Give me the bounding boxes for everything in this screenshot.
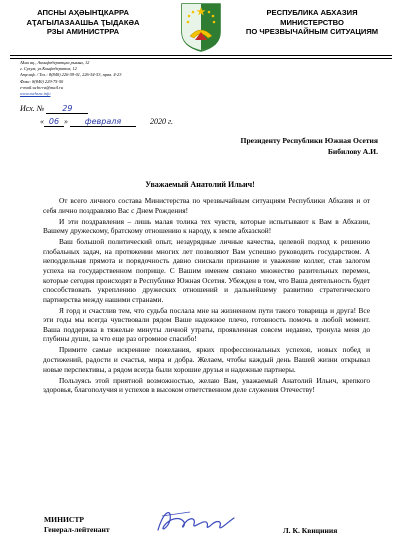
body-paragraph: И эти поздравления – лишь малая толика тех чувств, которые испытывают к Вам в Абхазии, Вашему дружескому, братскому отношению к народу, к земле абхазской! [43,216,370,236]
header-left-ministry-name-abkhaz [8,8,158,37]
header-right-ministry-name-russian [232,8,392,37]
body-paragraph: Примите самые искренние пожелания, ярких профессиональных успехов, новых побед и достижений, радости и счастья, мира и добра. Желаем, чтобы каждый день Вашей жизни открывал новые перспективы, а рядом всегда были хорошие друзья и надежные партнеры. [43,345,370,374]
outgoing-number-value: 29 [46,104,88,114]
contact-email: e-mail:uchs-ra@mail.ru [20,84,63,90]
contact-line: Факс: 8(840) 229-75-50 [20,78,64,84]
greeting: Уважаемый Анатолий Ильич! [145,180,255,189]
addressee-title: Президенту Республики Южная Осетия [240,136,378,145]
contact-website-link[interactable]: www.mchsra.info [20,91,51,97]
header-divider [10,55,392,56]
header-left-line: АҬАГЫЛАЗААШЬА ҬЫДАКӘА [26,17,140,27]
handwritten-signature [150,506,240,536]
body-paragraph: Пользуясь этой приятной возможностью, желаю Вам, уважаемый Анатолий Ильич, крепкого здоровья, благополучия и успехов в высоком ответственном деле служения Отечеству! [43,375,370,395]
contact-block [20,60,220,97]
contact-line: Аҭелеф. / Тел.: 8(840) 226-59-01, 226-54-53, прав. 4-23 [20,72,122,78]
coat-of-arms-icon [180,2,222,52]
signatory-title [44,515,110,535]
date-year: 2020 г. [150,117,174,126]
contact-line: г. Сухум, ул.Конфедератов, 12 [20,66,77,72]
date-month: февраля [70,117,136,127]
header-divider-secondary [10,58,392,59]
letter-date: « 06 » февраля 2020 г. [40,117,174,126]
outgoing-number-label: Исх. № [20,104,45,113]
header-right-line: РЕСПУБЛИКА АБХАЗИЯ [266,8,358,17]
date-day: 06 [44,117,64,127]
signatory-name: Л. К. Квициния [283,526,338,535]
addressee-name: Бибилову А.И. [327,147,378,156]
body-paragraph: Ваш большой политический опыт, незаурядные личные качества, целевой подход к решению глобальных задач, на протяжении многих лет позволяют Вам успешно руководить государством. А неподдельная прямота и порядочность давно снискали признание и уважение коллег, став залогом успеха на государственном поприще. С Вашим именем связано множество разительных перемен, которые сегодня происходят в Республике Южная Осетия. Убежден в том, что Ваша деятельность будет способствовать укреплению дружеских отношений и дальнейшему развитию стратегического партнерства между нашими странами. [43,237,370,304]
signatory-position: МИНИСТР [44,515,85,524]
letter-body [43,196,370,396]
header-right-line: МИНИСТЕРСТВО [280,17,344,27]
body-paragraph: От всего личного состава Министерства по чрезвычайным ситуациям Республики Абхазия и от себя лично поздравляю Вас с Днем Рождения! [43,196,370,215]
header-right-line: ПО ЧРЕЗВЫЧАЙНЫМ СИТУАЦИЯМ [245,27,379,37]
header-left-line: АПСНЫ АҲӘЫНҴКАРРА [37,8,129,17]
contact-line: Аҟәа ақ., Аконфедератцәа рымҩа, 12 [20,60,90,65]
addressee-block [241,135,378,157]
outgoing-number [20,104,88,114]
signatory-rank: Генерал-лейтенант [44,525,110,534]
header-left-line: РЗЫ АМИНИСТРРА [46,27,120,37]
body-paragraph: Я горд и счастлив тем, что судьба послала мне на жизненном пути такого товарища и друга! Все эти годы мы всегда чувствовали рядом Ваше надежное плечо, готовность помочь в любой момент. Ваша поддержка в тяжелые минуты личной утраты, проявленная совсем недавно, тронула меня до глубины души, за что еще раз огромное спасибо! [43,305,370,344]
